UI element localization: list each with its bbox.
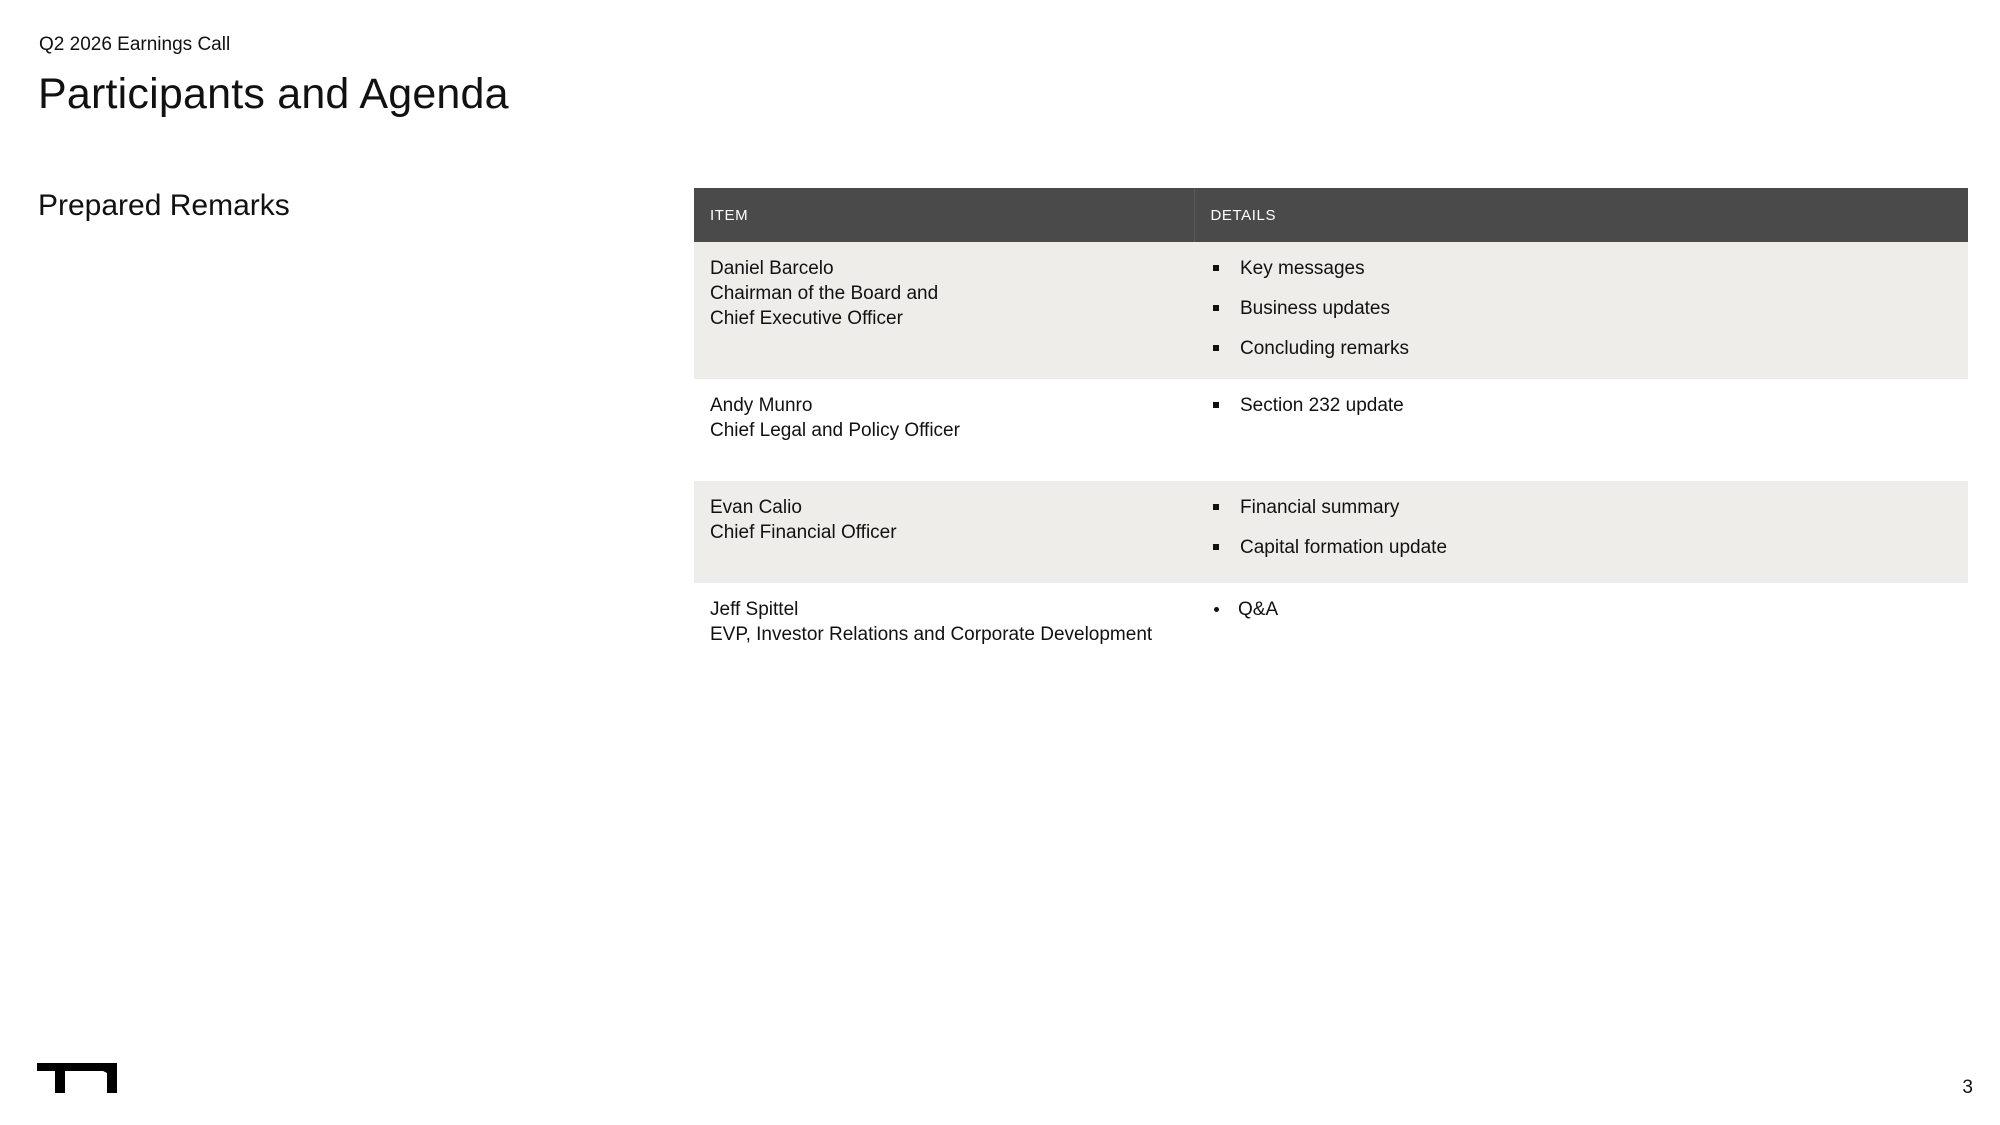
details-list xyxy=(1210,256,1952,361)
participant-cell xyxy=(694,481,1194,583)
participant-name: Daniel Barcelo xyxy=(710,258,834,279)
detail-text: Capital formation update xyxy=(1240,537,1448,558)
details-cell xyxy=(1194,583,1968,663)
list-item xyxy=(1210,296,1952,321)
list-item xyxy=(1210,495,1952,520)
page-number: 3 xyxy=(1962,1077,1973,1098)
participant-cell xyxy=(694,583,1194,663)
table-header-row xyxy=(694,188,1968,242)
table-row xyxy=(694,583,1968,663)
detail-text: Q&A xyxy=(1238,599,1279,620)
participant-role: Chief Legal and Policy Officer xyxy=(710,420,960,441)
section-heading: Prepared Remarks xyxy=(38,189,290,222)
detail-text: Financial summary xyxy=(1240,497,1400,518)
participant-name: Andy Munro xyxy=(710,395,813,416)
list-item xyxy=(1210,256,1952,281)
detail-text: Concluding remarks xyxy=(1240,338,1409,359)
details-list xyxy=(1210,495,1952,560)
participant-cell xyxy=(694,242,1194,379)
column-header-item: ITEM xyxy=(710,206,749,224)
details-cell xyxy=(1194,242,1968,379)
table-row xyxy=(694,481,1968,583)
participant-name: Evan Calio xyxy=(710,497,802,518)
detail-text: Section 232 update xyxy=(1240,395,1404,416)
detail-text: Business updates xyxy=(1240,298,1390,319)
table-row xyxy=(694,242,1968,379)
list-item xyxy=(1210,597,1952,622)
details-list xyxy=(1210,597,1952,622)
participant-role: EVP, Investor Relations and Corporate Development xyxy=(710,624,1153,645)
participant-role: Chief Executive Officer xyxy=(710,308,903,329)
participant-role: Chairman of the Board and xyxy=(710,283,939,304)
company-logo-icon xyxy=(37,1063,117,1093)
list-item xyxy=(1210,393,1952,418)
table-row xyxy=(694,379,1968,481)
column-header-details: DETAILS xyxy=(1194,188,1968,242)
detail-text: Key messages xyxy=(1240,258,1365,279)
page-title: Participants and Agenda xyxy=(38,70,509,118)
participant-cell xyxy=(694,379,1194,481)
details-list xyxy=(1210,393,1952,418)
participant-role: Chief Financial Officer xyxy=(710,522,897,543)
earnings-call-subtitle: Q2 2026 Earnings Call xyxy=(39,34,231,55)
details-cell xyxy=(1194,379,1968,481)
list-item xyxy=(1210,336,1952,361)
details-cell xyxy=(1194,481,1968,583)
participant-name: Jeff Spittel xyxy=(710,599,799,620)
list-item xyxy=(1210,535,1952,560)
agenda-table xyxy=(694,188,1968,663)
